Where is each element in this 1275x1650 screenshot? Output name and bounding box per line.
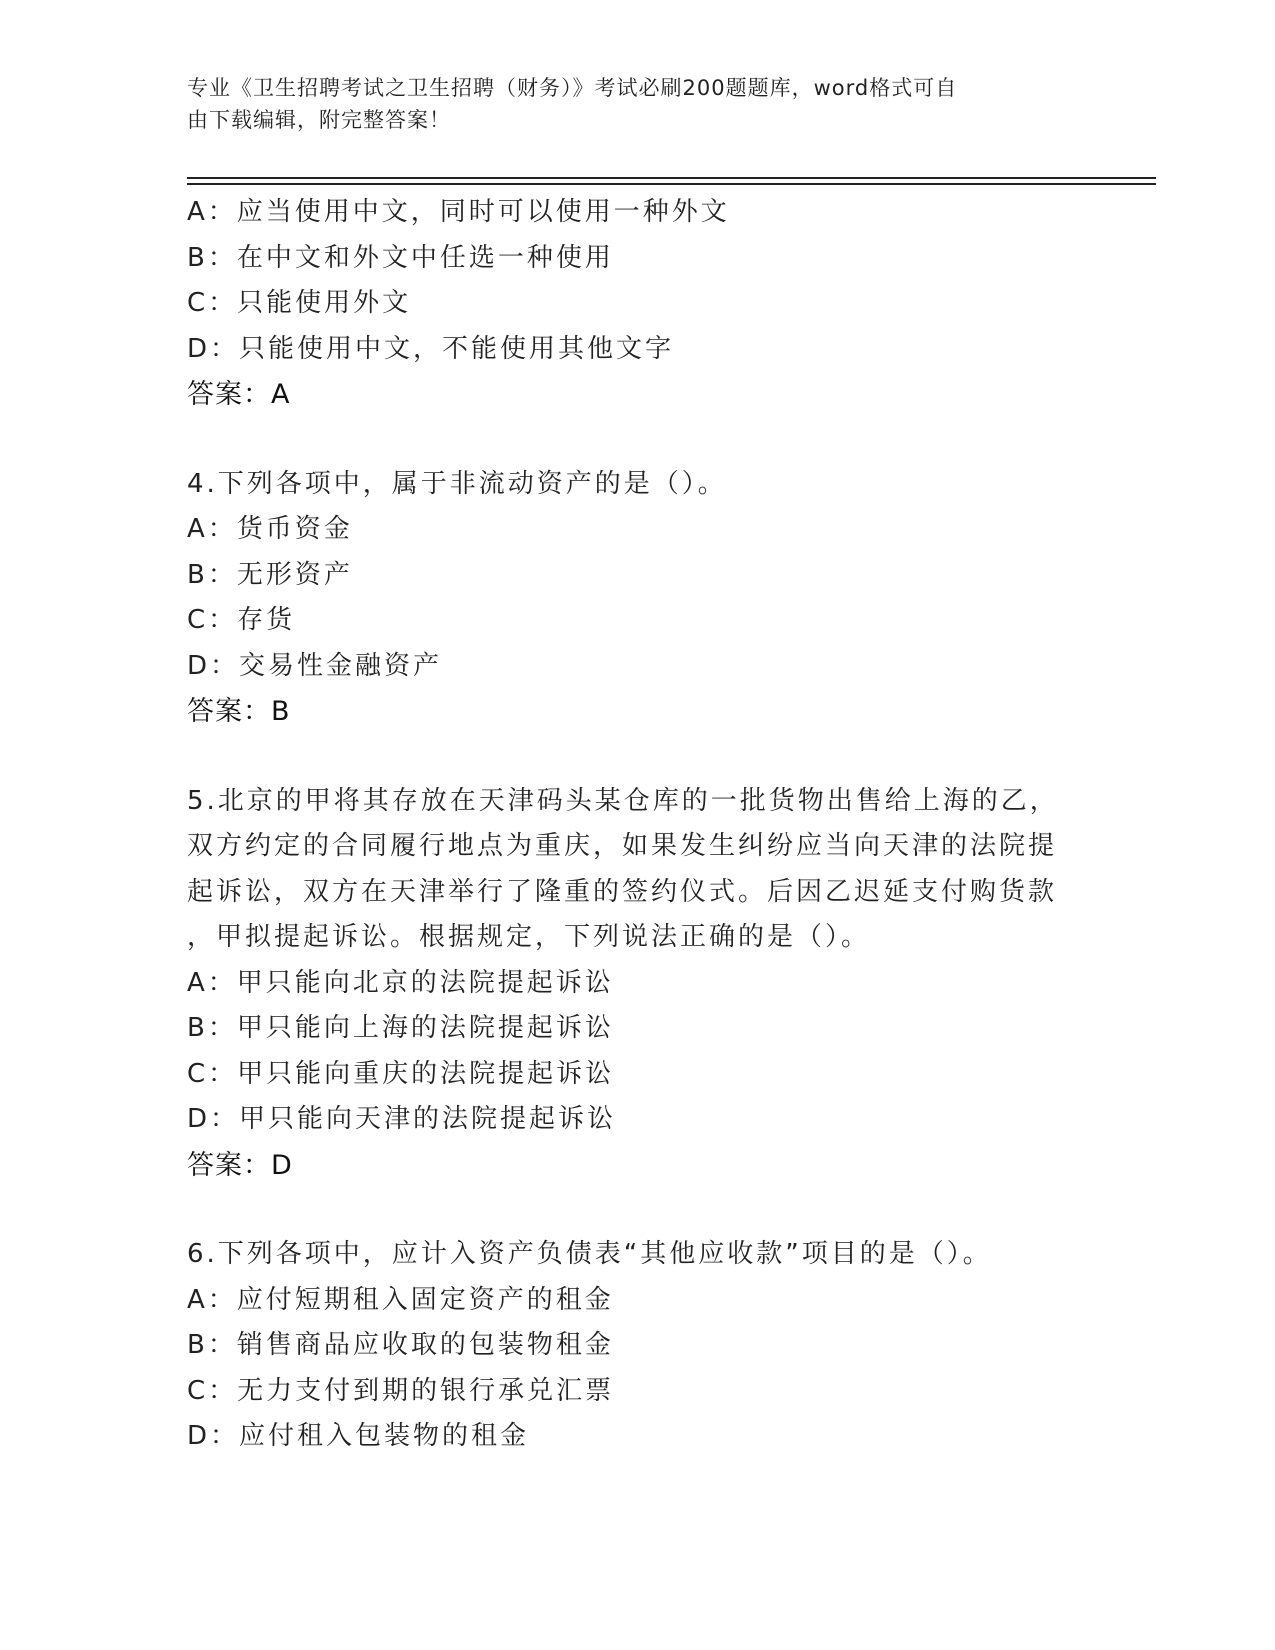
header-title-line-2: 由下载编辑，附完整答案！ <box>187 108 451 132</box>
question-stem-line-2: 双方约定的合同履行地点为重庆，如果发生纠纷应当向天津的法院提 <box>187 831 1058 861</box>
option-b: B：甲只能向上海的法院提起诉讼 <box>187 1013 614 1043</box>
option-d: D：只能使用中文，不能使用其他文字 <box>187 333 675 364</box>
question-stem-line-4: ，甲拟提起诉讼。根据规定，下列说法正确的是（）。 <box>187 922 871 952</box>
spacer <box>187 1188 1147 1232</box>
question-3 <box>187 190 1147 418</box>
answer: 答案：D <box>187 1149 293 1181</box>
question-stem: 6.下列各项中，应计入资产负债表“其他应收款”项目的是（）。 <box>187 1239 992 1269</box>
option-a: A：应当使用中文，同时可以使用一种外文 <box>187 197 730 227</box>
option-a: A：应付短期租入固定资产的租金 <box>187 1284 614 1315</box>
header-title-line-1: 专业《卫生招聘考试之卫生招聘（财务）》考试必刷200题题库，word格式可自 <box>187 76 958 100</box>
question-list <box>187 190 1147 1460</box>
document-header <box>187 72 1067 136</box>
option-c: C：只能使用外文 <box>187 288 412 318</box>
option-d: D：应付租入包装物的租金 <box>187 1421 530 1451</box>
option-c: C：甲只能向重庆的法院提起诉讼 <box>187 1058 615 1089</box>
header-divider-top <box>187 177 1156 179</box>
question-stem: 4.下列各项中，属于非流动资产的是（）。 <box>187 468 727 499</box>
option-a: A：货币资金 <box>187 514 353 544</box>
option-b: B：销售商品应收取的包装物租金 <box>187 1330 614 1360</box>
answer: 答案：A <box>187 379 291 410</box>
spacer <box>187 735 1147 779</box>
option-a: A：甲只能向北京的法院提起诉讼 <box>187 967 614 998</box>
header-divider-bottom <box>187 183 1156 185</box>
option-c: C：无力支付到期的银行承兑汇票 <box>187 1375 615 1406</box>
question-stem-line-1: 5.北京的甲将其存放在天津码头某仓库的一批货物出售给上海的乙， <box>187 785 1059 816</box>
option-b: B：无形资产 <box>187 559 353 590</box>
spacer <box>187 418 1147 462</box>
question-stem-line-3: 起诉讼，双方在天津举行了隆重的签约仪式。后因乙迟延支付购货款 <box>187 876 1058 907</box>
option-b: B：在中文和外文中任选一种使用 <box>187 242 614 273</box>
question-4 <box>187 462 1147 735</box>
option-c: C：存货 <box>187 605 296 635</box>
question-5 <box>187 779 1147 1189</box>
answer: 答案：B <box>187 696 291 727</box>
question-6 <box>187 1232 1147 1460</box>
option-d: D：甲只能向天津的法院提起诉讼 <box>187 1104 617 1134</box>
option-d: D：交易性金融资产 <box>187 650 443 681</box>
